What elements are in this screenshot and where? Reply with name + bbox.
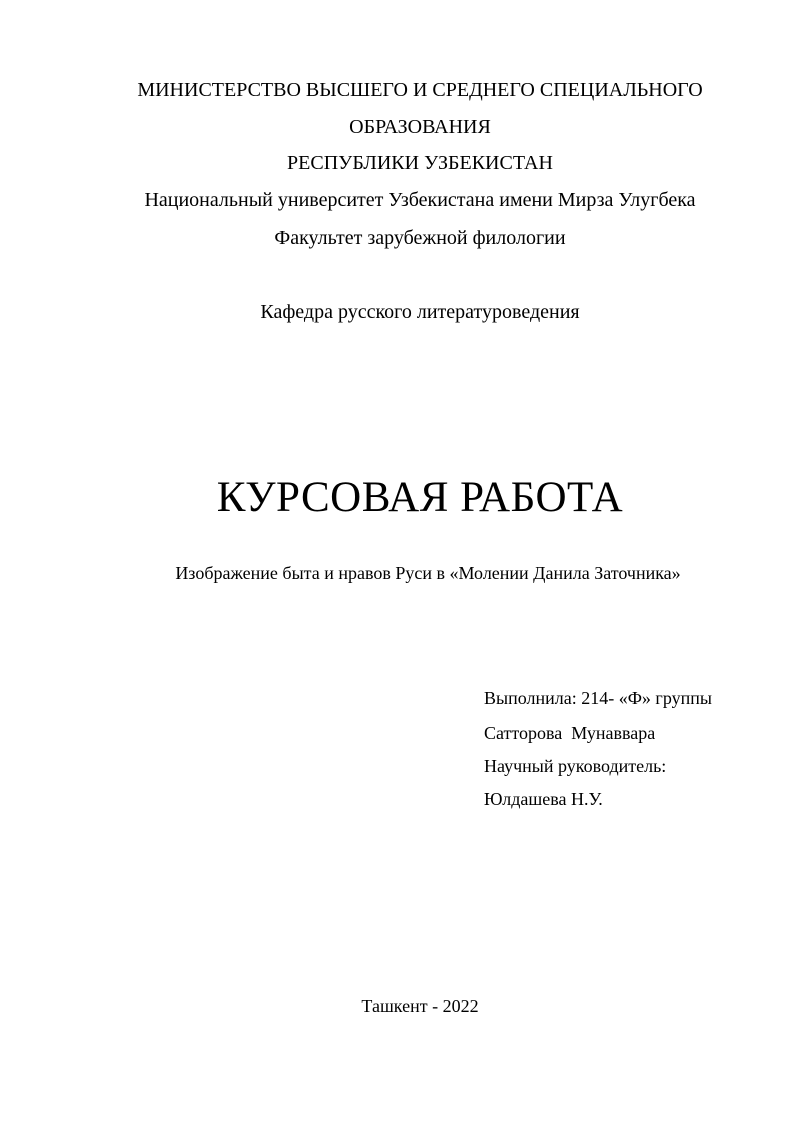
department-line: Кафедра русского литературоведения: [260, 301, 580, 323]
supervisor-name: Юлдашева Н.У.: [484, 789, 603, 809]
document-title: КУРСОВАЯ РАБОТА: [216, 474, 624, 521]
document-topic: Изображение быта и нравов Руси в «Молении Данила Заточника»: [175, 563, 681, 583]
ministry-line-1: МИНИСТЕРСТВО ВЫСШЕГО И СРЕДНЕГО СПЕЦИАЛЬНОГО: [137, 79, 703, 101]
ministry-line-2: ОБРАЗОВАНИЯ: [349, 116, 491, 138]
republic-line: РЕСПУБЛИКИ УЗБЕКИСТАН: [287, 152, 553, 174]
student-name: Сатторова Мунаввара: [484, 723, 656, 743]
supervisor-label: Научный руководитель:: [484, 756, 667, 776]
university-line: Национальный университет Узбекистана имени Мирза Улугбека: [144, 189, 696, 211]
completed-by-line: Выполнила: 214- «Ф» группы: [484, 688, 712, 708]
faculty-line: Факультет зарубежной филологии: [274, 227, 566, 249]
city-year: Ташкент - 2022: [361, 996, 479, 1016]
